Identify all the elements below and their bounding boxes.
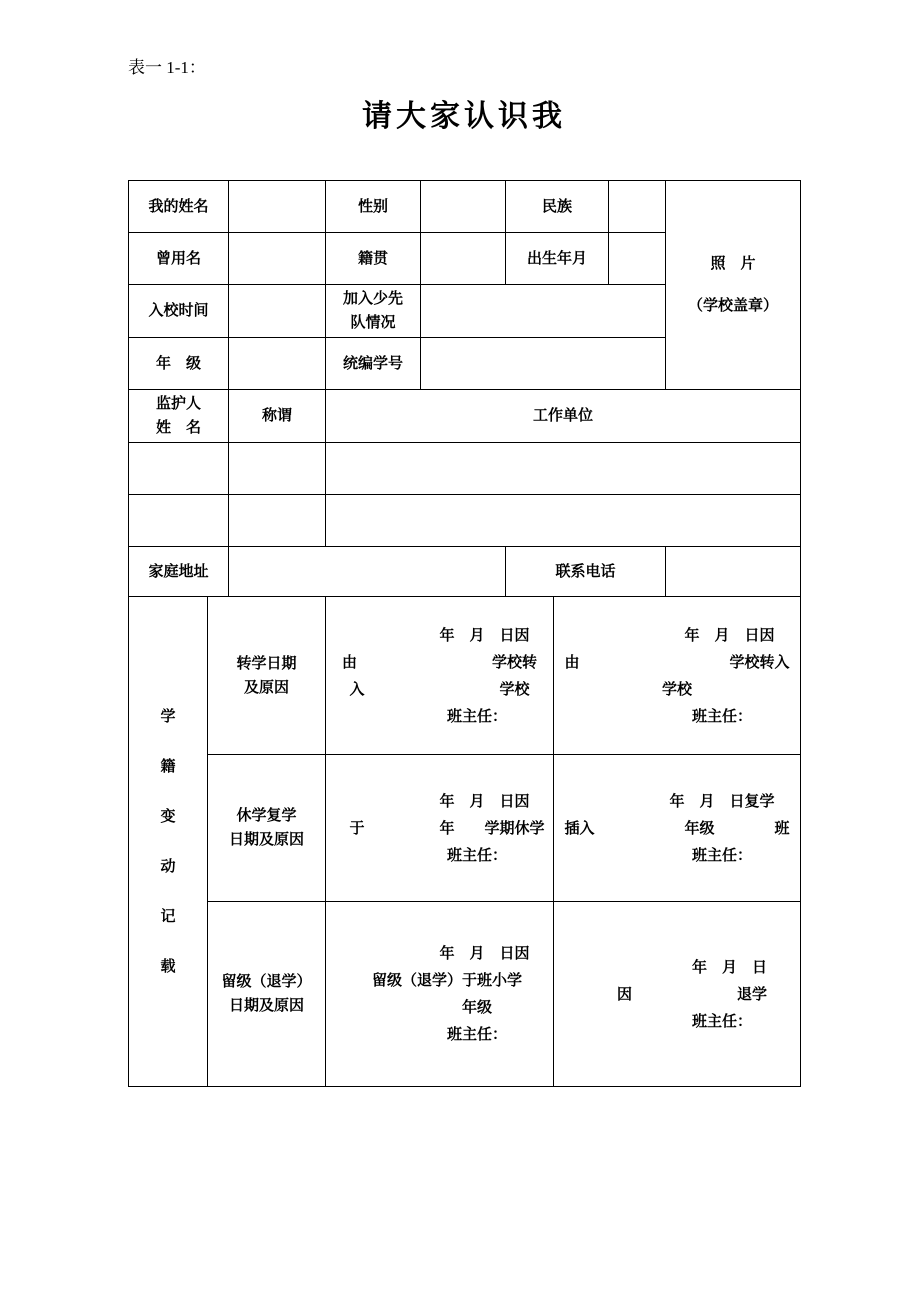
suspend-label [208, 755, 326, 902]
guardian-2-work-unit-field[interactable] [326, 495, 801, 547]
student-id-label: 统编学号 [326, 338, 421, 390]
text-line: （学校盖章） [688, 297, 779, 314]
text-line: 留级（退学）于班小学 [357, 972, 523, 989]
text-line: 年级 [387, 999, 493, 1016]
native-place-label: 籍贯 [326, 233, 421, 285]
text-line: 籍 [160, 757, 176, 775]
text-line: 记 [160, 907, 176, 925]
guardian-1-salutation-field[interactable] [229, 443, 326, 495]
text-line: 班主任： [602, 1012, 753, 1030]
record-section-label [129, 597, 208, 1087]
text-line: 入 学校 [349, 680, 530, 698]
row-retain [129, 902, 801, 1087]
row-guardian-1 [129, 443, 801, 495]
guardian-2-name-field[interactable] [129, 495, 229, 547]
my-name-label: 我的姓名 [129, 181, 229, 233]
work-unit-label: 工作单位 [326, 390, 801, 443]
row-transfer [129, 597, 801, 755]
text-line: 姓 名 [156, 419, 202, 436]
text-line: 因 退学 [587, 985, 768, 1003]
text-line: 班主任： [602, 846, 753, 864]
text-line: 队情况 [350, 314, 396, 331]
text-line: 休学复学 [236, 807, 297, 824]
native-place-field[interactable] [421, 233, 506, 285]
text-line: 年 月 日 [587, 958, 768, 976]
guardian-1-name-field[interactable] [129, 443, 229, 495]
text-line: 年 月 日复学 [579, 792, 775, 810]
address-field[interactable] [229, 547, 506, 597]
text-line: 由 学校转入 [564, 653, 790, 671]
transfer-field-left[interactable] [326, 597, 554, 755]
text-line: 年 月 日因 [349, 626, 530, 644]
text-line: 监护人 [156, 395, 202, 412]
transfer-field-right[interactable] [554, 597, 801, 755]
text-line: 日期及原因 [229, 831, 305, 848]
gender-label: 性别 [326, 181, 421, 233]
row-guardian-header [129, 390, 801, 443]
birth-label: 出生年月 [506, 233, 609, 285]
text-line: 插入 年级 班 [564, 819, 790, 837]
row-address [129, 547, 801, 597]
text-line: 班主任： [372, 1026, 508, 1043]
my-name-field[interactable] [229, 181, 326, 233]
text-line: 由 学校转 [342, 653, 538, 671]
text-line: 于 年 学期休学 [334, 819, 545, 837]
phone-label: 联系电话 [506, 547, 666, 597]
text-line: 学校 [662, 680, 693, 698]
text-line: 留级（退学） [221, 973, 312, 990]
entry-time-field[interactable] [229, 285, 326, 338]
doc-label: 表一 1-1： [128, 58, 206, 77]
text-line: 年 月 日因 [579, 626, 775, 644]
retain-field-right[interactable] [554, 902, 801, 1087]
retain-field-left[interactable] [326, 902, 554, 1087]
row-guardian-2 [129, 495, 801, 547]
birth-field[interactable] [609, 233, 666, 285]
text-line: 载 [160, 957, 176, 975]
ethnicity-label: 民族 [506, 181, 609, 233]
transfer-label [208, 597, 326, 755]
pioneers-label [326, 285, 421, 338]
ethnicity-field[interactable] [609, 181, 666, 233]
salutation-label: 称谓 [229, 390, 326, 443]
text-line: 动 [160, 857, 176, 875]
entry-time-label: 入校时间 [129, 285, 229, 338]
guardian-name-label [129, 390, 229, 443]
text-line: 班主任： [602, 707, 753, 725]
text-line: 年 月 日因 [349, 945, 530, 962]
text-line: 变 [160, 807, 176, 825]
retain-label [208, 902, 326, 1087]
row-name [129, 181, 801, 233]
phone-field[interactable] [666, 547, 801, 597]
grade-field[interactable] [229, 338, 326, 390]
photo-area [666, 181, 801, 390]
text-line: 学 [160, 707, 176, 725]
suspend-field-right[interactable] [554, 755, 801, 902]
suspend-field-left[interactable] [326, 755, 554, 902]
grade-label: 年 级 [129, 338, 229, 390]
former-name-label: 曾用名 [129, 233, 229, 285]
row-suspend [129, 755, 801, 902]
text-line: 照 片 [710, 255, 756, 272]
text-line: 班主任： [372, 707, 508, 725]
text-line: 转学日期 [236, 654, 297, 672]
guardian-2-salutation-field[interactable] [229, 495, 326, 547]
text-line: 班主任： [372, 846, 508, 864]
text-line: 年 月 日因 [349, 792, 530, 810]
page-title: 请大家认识我 [362, 100, 566, 133]
former-name-field[interactable] [229, 233, 326, 285]
address-label: 家庭地址 [129, 547, 229, 597]
text-line: 及原因 [244, 678, 290, 696]
text-line: 日期及原因 [229, 997, 305, 1014]
student-form-table [128, 180, 801, 1087]
pioneers-field[interactable] [421, 285, 666, 338]
gender-field[interactable] [421, 181, 506, 233]
student-id-field[interactable] [421, 338, 666, 390]
text-line: 加入少先 [343, 290, 404, 307]
guardian-1-work-unit-field[interactable] [326, 443, 801, 495]
